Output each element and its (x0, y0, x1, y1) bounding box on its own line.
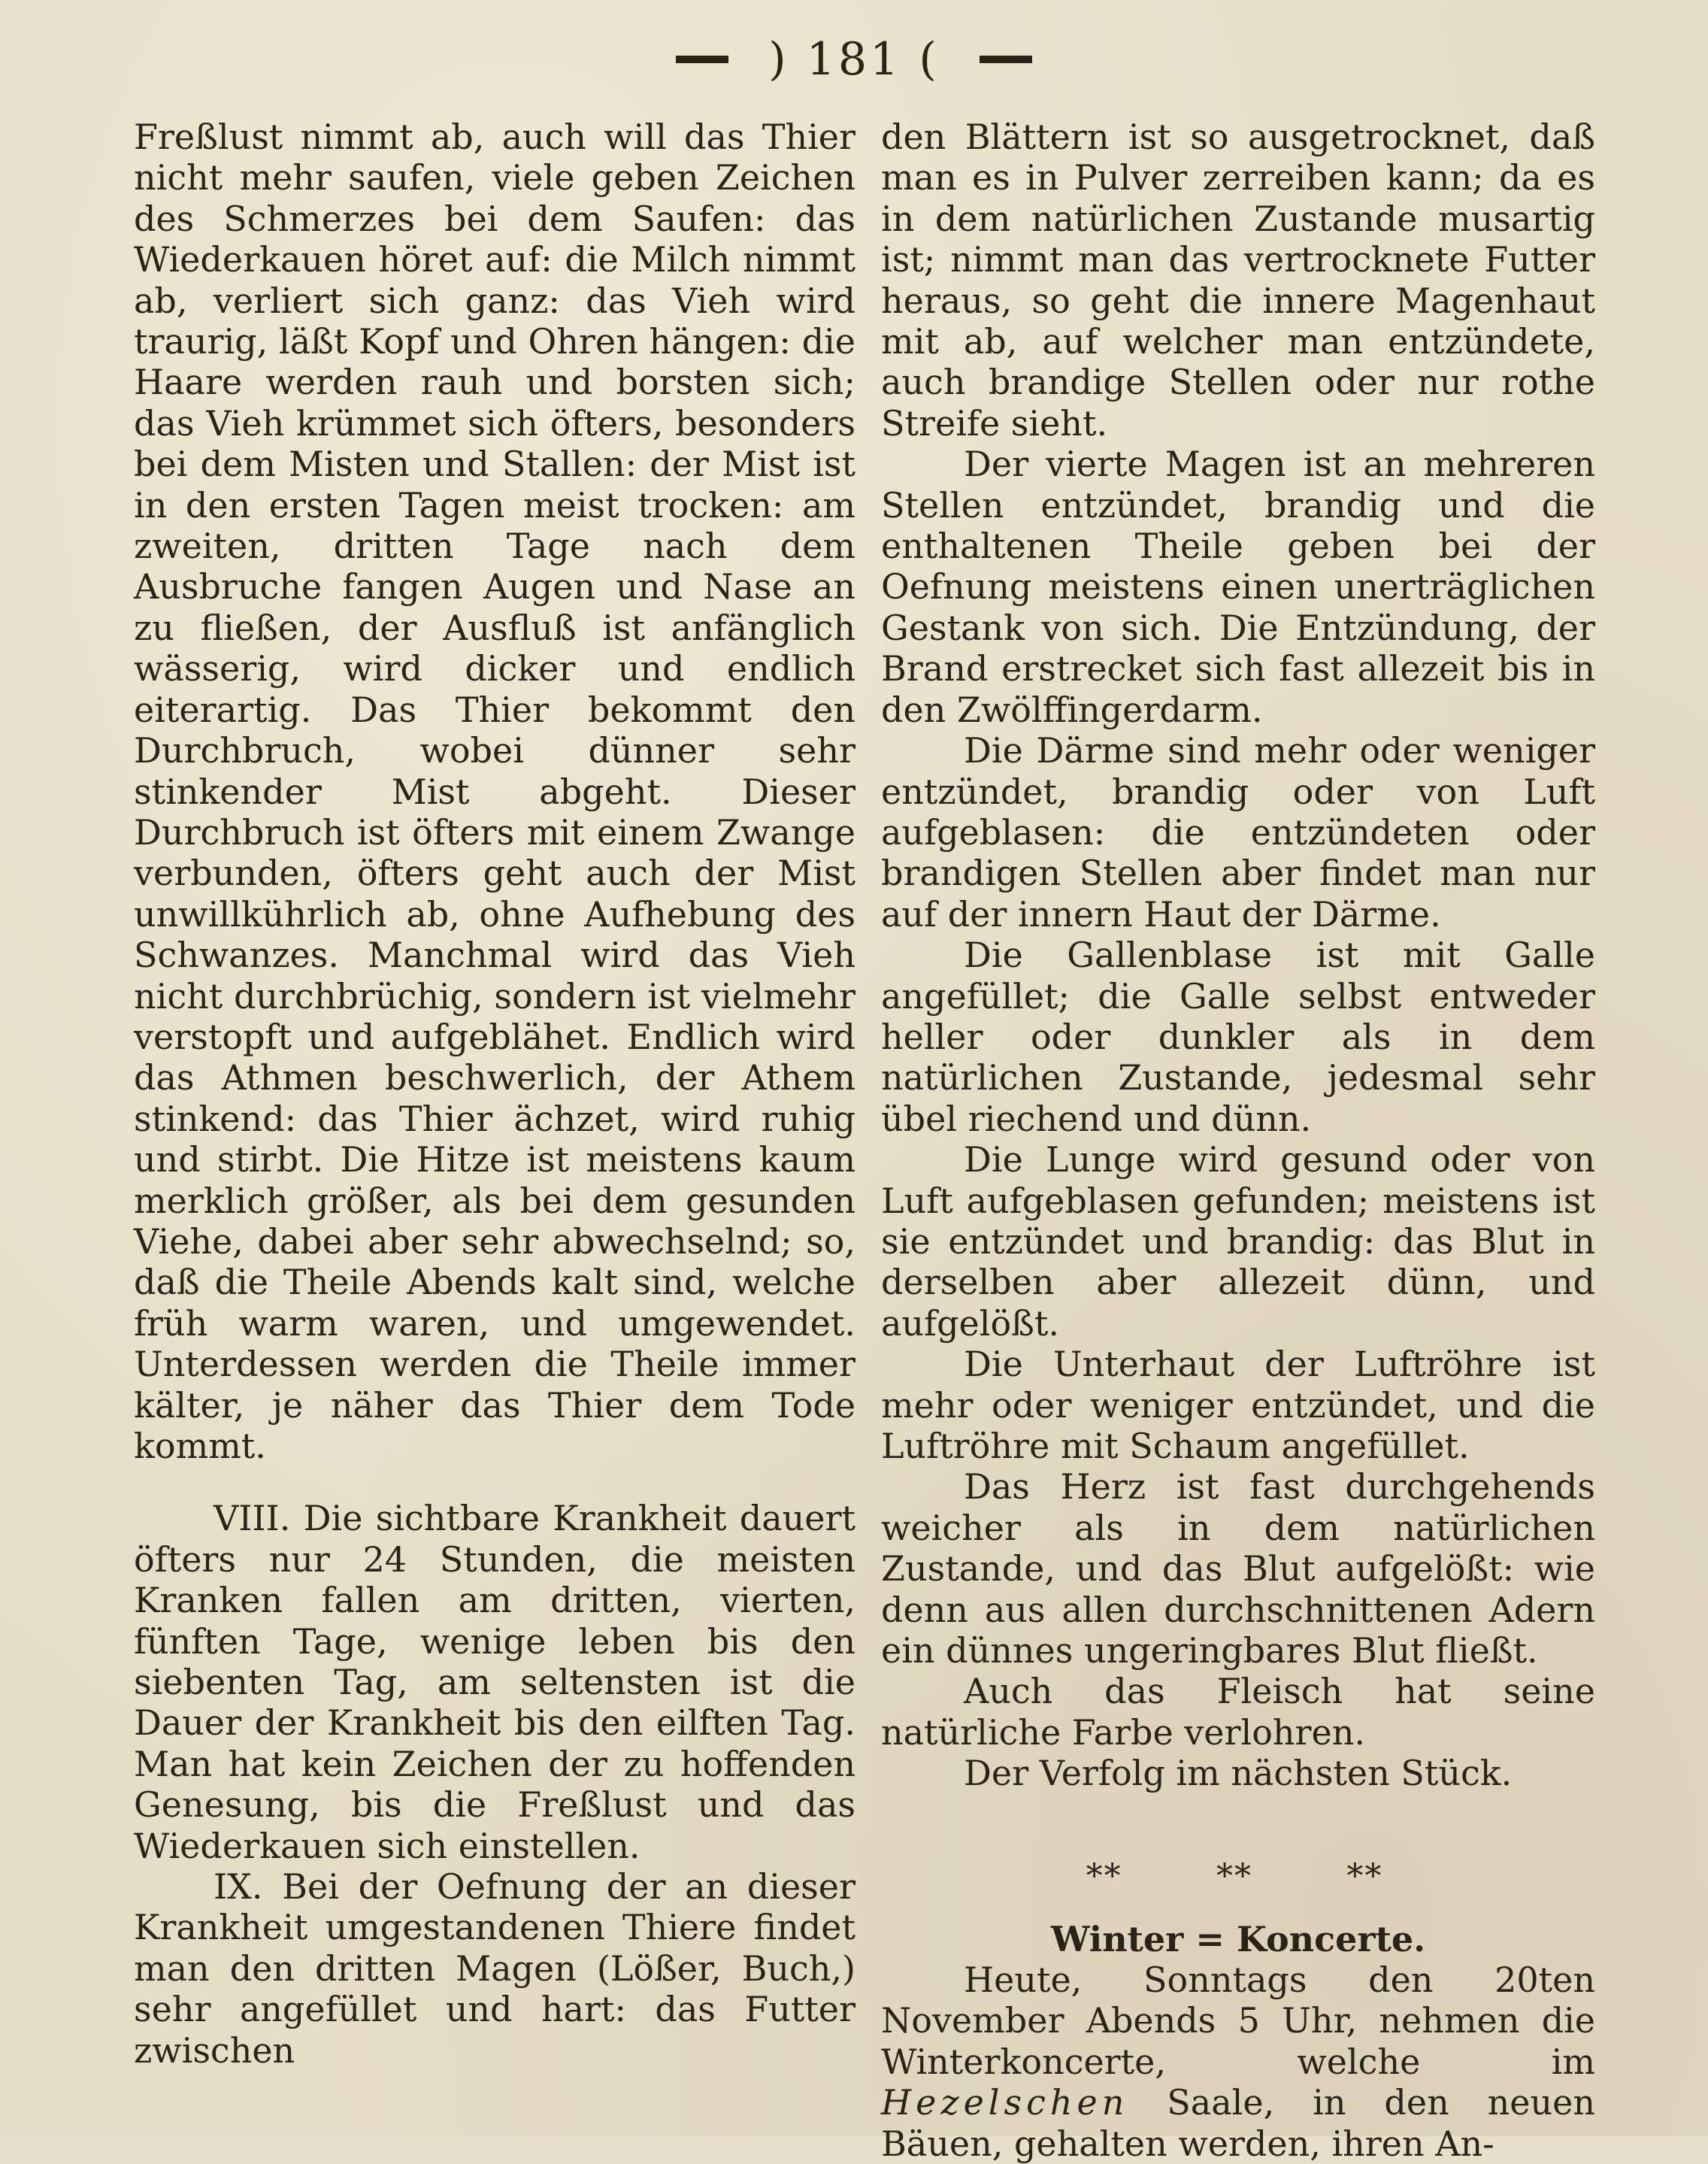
paragraph-heart: Das Herz ist fast durchgehends weicher als in dem natürlichen Zustande, und das Blut aufgelößt: wie denn aus allen durchschnittenen Adern ein dünnes ungeringbares Blut fließt. (881, 1466, 1595, 1671)
continuation-note: Der Verfolg im nächsten Stück. (964, 1753, 1513, 1794)
paragraph-lungs: Die Lunge wird gesund oder von Luft aufgeblasen gefunden; meistens ist sie entzündet und brandig: das Blut in derselben aber allezeit dünn, und aufgelößt. (881, 1139, 1595, 1344)
paragraph-gallbladder: Die Gallenblase ist mit Galle angefüllet; die Galle selbst entweder heller oder dunkler als in dem natürlichen Zustande, jedesmal sehr übel riechend und dünn. (881, 935, 1595, 1139)
concert-text-a: Heute, Sonntags den 20ten November Abends 5 Uhr, nehmen die Winterkoncerte, welche im (881, 1959, 1595, 2082)
paragraph-section-viii: VIII. Die sichtbare Krankheit dauert öfters nur 24 Stunden, die meisten Kranken fallen am dritten, vierten, fünften Tage, wenige leben bis den siebenten Tag, am seltensten ist die Dauer der Krankheit bis den eilften Tag. Man hat kein Zeichen der zu hoffenden Genesung, bis die Freßlust und das Wiederkauen sich einstellen. (134, 1498, 856, 1866)
concert-hall-name: Hezelschen (881, 2082, 1129, 2123)
paragraph-fourth-stomach: Der vierte Magen ist an mehreren Stellen entzündet, brandig und die enthaltenen Theile geben bei der Oefnung meistens einen unerträglichen Gestank von sich. Die Entzündung, der Brand erstrecket sich fast allezeit bis in den Zwölffingerdarm. (881, 444, 1595, 730)
page-header (0, 30, 1708, 86)
page-number: ) 181 ( (768, 33, 940, 86)
concert-text-c: Saale, in den neuen Bäuen, gehalten werden, ihren An- (881, 2082, 1595, 2164)
paragraph-third-stomach: den Blättern ist so ausgetrocknet, daß man es in Pulver zerreiben kann; da es in dem natürlichen Zustande musartig ist; nimmt man das vertrocknete Futter heraus, so geht die innere Magenhaut mit ab, auf welcher man entzündete, auch brandige Stellen oder nur rothe Streife sieht. (881, 117, 1595, 444)
header-rule-left (676, 56, 728, 63)
paragraph-section-ix: IX. Bei der Oefnung der an dieser Krankheit umgestandenen Thiere findet man den dritten Magen (Lößer, Buch,) sehr angefüllet und hart: das Futter zwischen (134, 1866, 856, 2071)
left-column (134, 117, 856, 2071)
paragraph-concert-notice (881, 1959, 1595, 2164)
star-group: ** (1086, 1856, 1122, 1896)
paragraph-flesh: Auch das Fleisch hat seine natürliche Farbe verlohren. (881, 1671, 1595, 1753)
paragraph-symptoms: Freßlust nimmt ab, auch will das Thier nicht mehr saufen, viele geben Zeichen des Schmerzes bei dem Saufen: das Wiederkauen höret auf: die Milch nimmt ab, verliert sich ganz: das Vieh wird traurig, läßt Kopf und Ohren hängen: die Haare werden rauh und borsten sich; das Vieh krümmet sich öfters, besonders bei dem Misten und Stallen: der Mist ist in den ersten Tagen meist trocken: am zweiten, dritten Tage nach dem Ausbruche fangen Augen und Nase an zu fließen, der Ausfluß ist anfänglich wässerig, wird dicker und endlich eiterartig. Das Thier bekommt den Durchbruch, wobei dünner sehr stinkender Mist abgeht. Dieser Durchbruch ist öfters mit einem Zwange verbunden, öfters geht auch der Mist unwillkührlich ab, ohne Aufhebung des Schwanzes. Manchmal wird das Vieh nicht durchbrüchig, sondern ist vielmehr verstopft und aufgeblähet. Endlich wird das Athmen beschwerlich, der Athem stinkend: das Thier ächzet, wird ruhig und stirbt. Die Hitze ist meistens kaum merklich größer, als bei dem gesunden Viehe, dabei aber sehr abwechselnd; so, daß die Theile Abends kalt sind, welche früh warm waren, und umgewendet. Unterdessen werden die Theile immer kälter, je näher das Thier dem Tode kommt. (134, 117, 856, 1466)
right-column (881, 117, 1595, 2164)
notice-heading: Winter = Koncerte. (1050, 1918, 1426, 1959)
paragraph-windpipe: Die Unterhaut der Luftröhre ist mehr oder weniger entzündet, und die Luftröhre mit Schaum angefüllet. (881, 1344, 1595, 1466)
star-group: ** (1216, 1856, 1252, 1896)
paragraph-intestines: Die Därme sind mehr oder weniger entzündet, brandig oder von Luft aufgeblasen: die entzündeten oder brandigen Stellen aber findet man nur auf der innern Haut der Därme. (881, 730, 1595, 935)
section-divider-stars (1039, 1854, 1430, 1899)
star-group: ** (1346, 1856, 1383, 1896)
header-rule-right (980, 56, 1032, 63)
